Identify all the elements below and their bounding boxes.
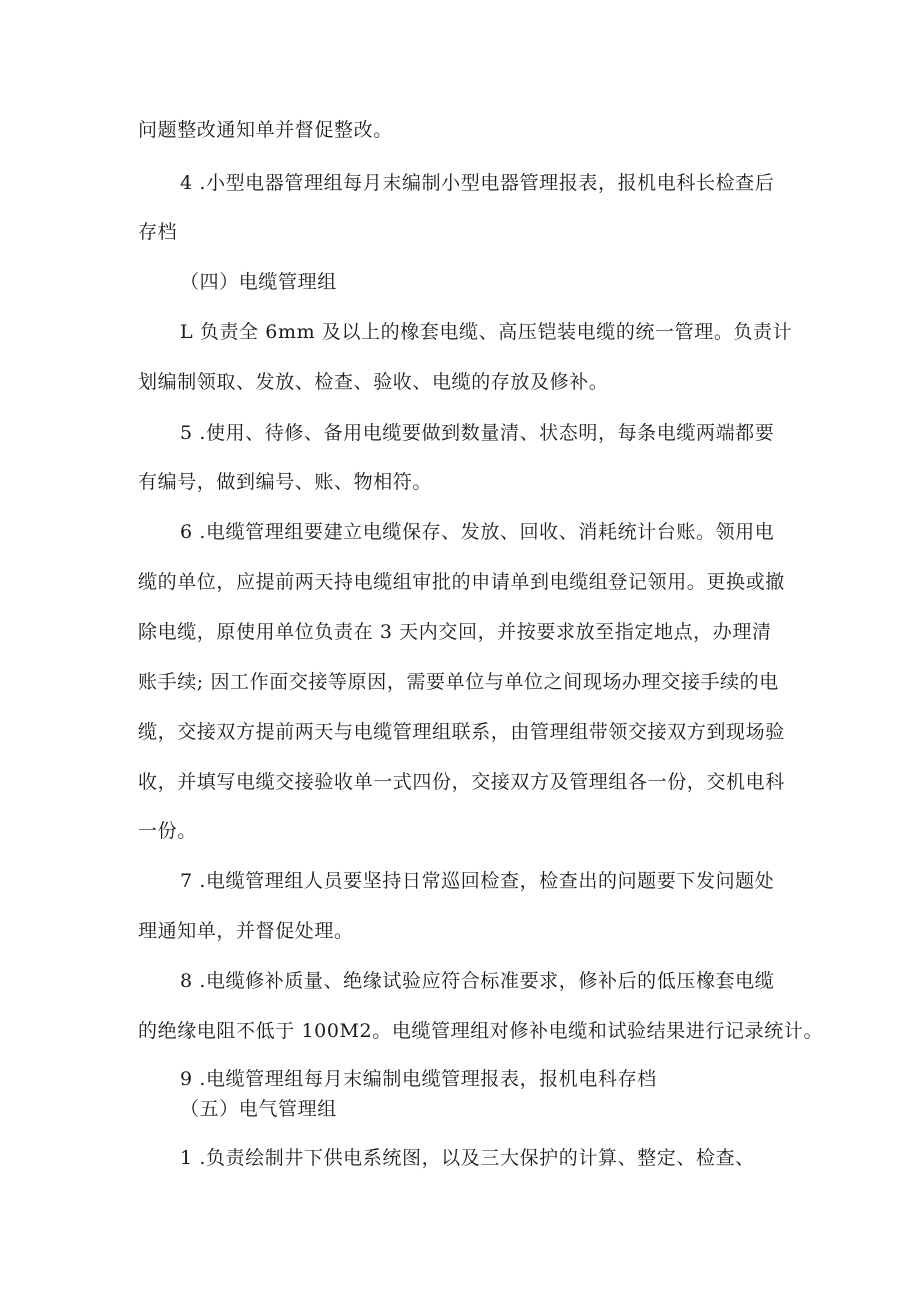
section-heading: （四）电缆管理组 [180,271,337,293]
text-line: 1 .负责绘制井下供电系统图，以及三大保护的计算、整定、检查、 [180,1147,755,1169]
text-line: 划编制领取、发放、检查、验收、电缆的存放及修补。 [138,371,609,393]
text-line: 缆的单位，应提前两天持电缆组审批的申请单到电缆组登记领用。更换或撤 [138,571,785,593]
text-line: 理通知单，并督促处理。 [138,920,354,942]
text-line: 的绝缘电阻不低于 100M2。电缆管理组对修补电缆和试验结果进行记录统计。 [138,1020,824,1042]
text-line: 7 .电缆管理组人员要坚持日常巡回检查，检查出的问题要下发问题处 [180,870,775,892]
text-line: 账手续; 因工作面交接等原因，需要单位与单位之间现场办理交接手续的电 [138,671,779,693]
text-line: 收，并填写电缆交接验收单一式四份，交接双方及管理组各一份，交机电科 [138,771,785,793]
text-line: 除电缆，原使用单位负责在 3 天内交回，并按要求放至指定地点，办理清 [138,621,772,643]
text-line: 4 .小型电器管理组每月末编制小型电器管理报表，报机电科长检查后 [180,172,775,194]
text-line: L 负责全 6mm 及以上的橡套电缆、高压铠装电缆的统一管理。负责计 [180,321,793,343]
section-heading: （五）电气管理组 [180,1098,337,1120]
text-line: 存档 [138,221,178,243]
text-line: 一份。 [138,820,197,842]
text-line: 5 .使用、待修、备用电缆要做到数量清、状态明，每条电缆两端都要 [180,422,775,444]
text-line: 问题整改通知单并督促整改。 [138,119,393,141]
text-line: 9 .电缆管理组每月末编制电缆管理报表，报机电科存档 [180,1068,657,1090]
text-line: 6 .电缆管理组要建立电缆保存、发放、回收、消耗统计台账。领用电 [180,521,775,543]
text-line: 8 .电缆修补质量、绝缘试验应符合标准要求，修补后的低压橡套电缆 [180,970,775,992]
text-line: 有编号，做到编号、账、物相符。 [138,471,433,493]
text-line: 缆，交接双方提前两天与电缆管理组联系，由管理组带领交接双方到现场验 [138,721,785,743]
